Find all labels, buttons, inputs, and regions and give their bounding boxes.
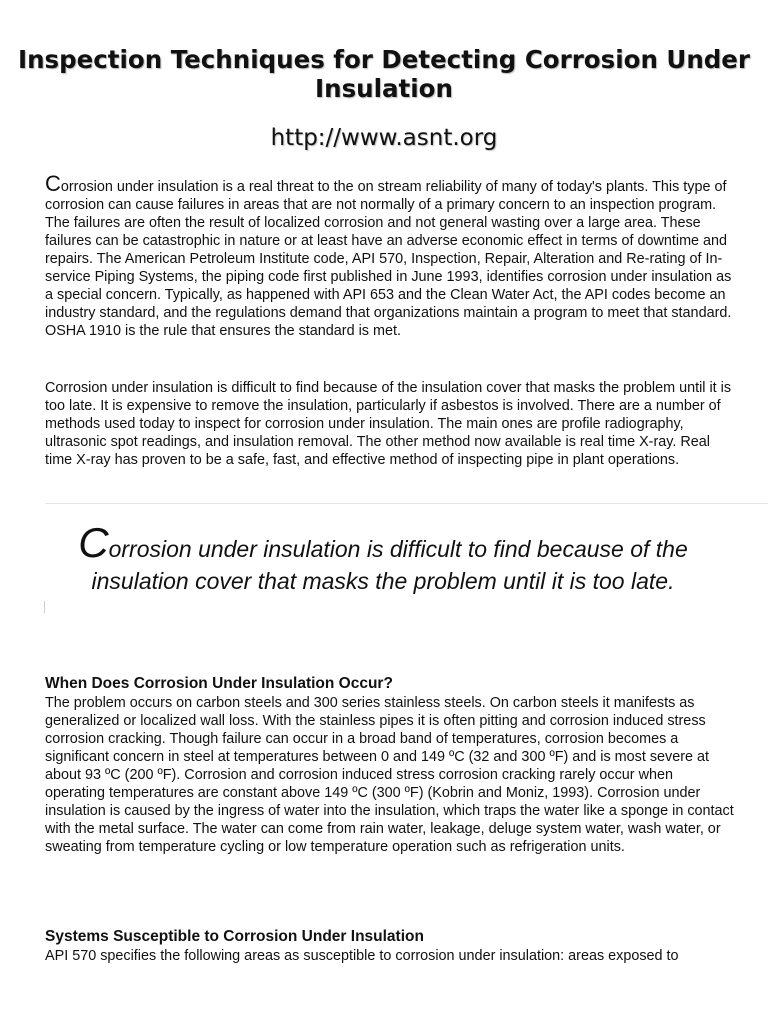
source-url: http://www.asnt.org	[270, 125, 498, 151]
page-title: Inspection Techniques for Detecting Corrosion Under Insulation	[17, 45, 750, 103]
pull-quote-dropcap: C	[78, 519, 109, 566]
divider	[45, 503, 768, 504]
section-body-susceptible-systems: API 570 specifies the following areas as susceptible to corrosion under insulation: areas exposed to	[45, 948, 679, 964]
section-heading-susceptible-systems: Systems Susceptible to Corrosion Under Insulation	[45, 928, 424, 945]
intro-text: orrosion under insulation is a real threat to the on stream reliability of many of today's plants. This type of corrosion can cause failures in areas that are not normally of a primary concern to an inspection program. The failures are often the result of localized corrosion and not general wasting over a large area. These failures can be catastrophic in nature or at least have an adverse economic effect in terms of downtime and repairs. The American Petroleum Institute code, API 570, Inspection, Repair, Alteration and Re-rating of In-service Piping Systems, the piping code first published in June 1993, identifies corrosion under insulation as a special concern. Typically, as happened with API 653 and the Clean Water Act, the API codes become an industry standard, and the regulations demand that organizations maintain a program to meet that standard. OSHA 1910 is the rule that ensures the standard is met.	[45, 179, 732, 339]
section-heading-occurrence: When Does Corrosion Under Insulation Occur?	[45, 675, 393, 692]
pull-quote	[45, 519, 721, 597]
intro-dropcap: C	[45, 171, 61, 196]
text-cursor-mark	[44, 601, 45, 613]
second-paragraph: Corrosion under insulation is difficult to find because of the insulation cover that masks the problem until it is too late. It is expensive to remove the insulation, particularly if asbestos is involved. There are a number of methods used today to inspect for corrosion under insulation. The main ones are profile radiography, ultrasonic spot readings, and insulation removal. The other method now available is real time X-ray. Real time X-ray has proven to be a safe, fast, and effective method of inspecting pipe in plant operations.	[45, 380, 732, 468]
section-body-occurrence: The problem occurs on carbon steels and 300 series stainless steels. On carbon steels it manifests as generalized or localized wall loss. With the stainless pipes it is often pitting and corrosion induced stress corrosion cracking. Though failure can occur in a broad band of temperatures, corrosion becomes a significant concern in steel at temperatures between 0 and 149 ºC (32 and 300 ºF) and is most severe at about 93 ºC (200 ºF). Corrosion and corrosion induced stress corrosion cracking rarely occur when operating temperatures are constant above 149 ºC (300 ºF) (Kobrin and Moniz, 1993). Corrosion under insulation is caused by the ingress of water into the insulation, which traps the water like a sponge in contact with the metal surface. The water can come from rain water, leakage, deluge system water, wash water, or sweating from temperature cycling or low temperature operation such as refrigeration units.	[45, 695, 734, 855]
pull-quote-text: orrosion under insulation is difficult to find because of the insulation cover that masks the problem until it is too late.	[91, 536, 688, 594]
intro-paragraph	[45, 171, 735, 340]
